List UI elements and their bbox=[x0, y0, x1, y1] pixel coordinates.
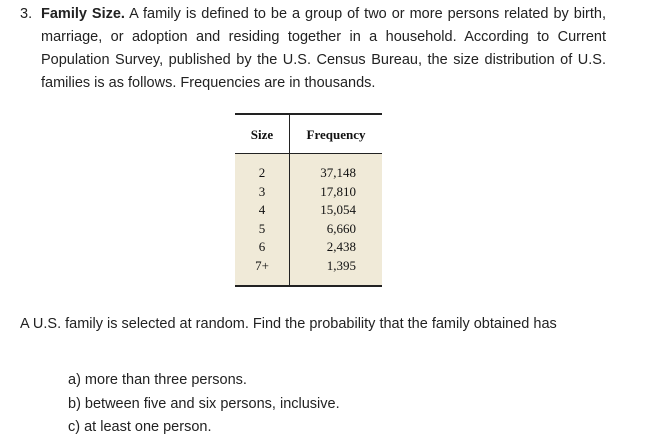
frequency-cell: 15,054 bbox=[320, 202, 356, 217]
problem-title: Family Size. bbox=[41, 6, 125, 22]
header-frequency: Frequency bbox=[290, 114, 383, 154]
question-parts bbox=[68, 369, 340, 440]
part-a: a) more than three persons. bbox=[68, 372, 247, 388]
part-c: c) at least one person. bbox=[68, 419, 212, 435]
frequency-cell: 37,148 bbox=[320, 165, 356, 180]
problem-number: 3. bbox=[20, 6, 33, 22]
question-text: A U.S. family is selected at random. Find the probability that the family obtained has bbox=[20, 316, 557, 332]
problem-text-block bbox=[41, 3, 606, 95]
frequency-cell: 17,810 bbox=[320, 183, 356, 199]
size-cell: 4 bbox=[258, 202, 266, 217]
size-cell: 3 bbox=[258, 183, 266, 199]
frequency-cell: 6,660 bbox=[326, 220, 356, 236]
frequency-table bbox=[235, 113, 382, 287]
frequency-column bbox=[290, 154, 383, 287]
size-column bbox=[235, 154, 290, 287]
size-cell: 2 bbox=[258, 165, 266, 180]
problem-text: A family is defined to be a group of two or more persons related by birth, marriage, or adoption and residing together in a household. According to Current Population Survey, published by the U.S. Census Bureau, the size distribution of U.S. families is as follows. Frequencies are in thousands. bbox=[41, 6, 607, 91]
header-size: Size bbox=[235, 114, 290, 154]
table-body-row bbox=[235, 154, 382, 287]
frequency-cell: 1,395 bbox=[326, 257, 356, 273]
size-cell: 5 bbox=[258, 220, 266, 236]
table-header-row bbox=[235, 114, 382, 154]
size-cell: 7+ bbox=[255, 257, 269, 273]
frequency-cell: 2,438 bbox=[326, 239, 356, 254]
frequency-table-container bbox=[235, 113, 382, 287]
problem-intro bbox=[20, 3, 606, 95]
part-b: b) between five and six persons, inclusive. bbox=[68, 395, 340, 412]
size-cell: 6 bbox=[258, 239, 266, 254]
